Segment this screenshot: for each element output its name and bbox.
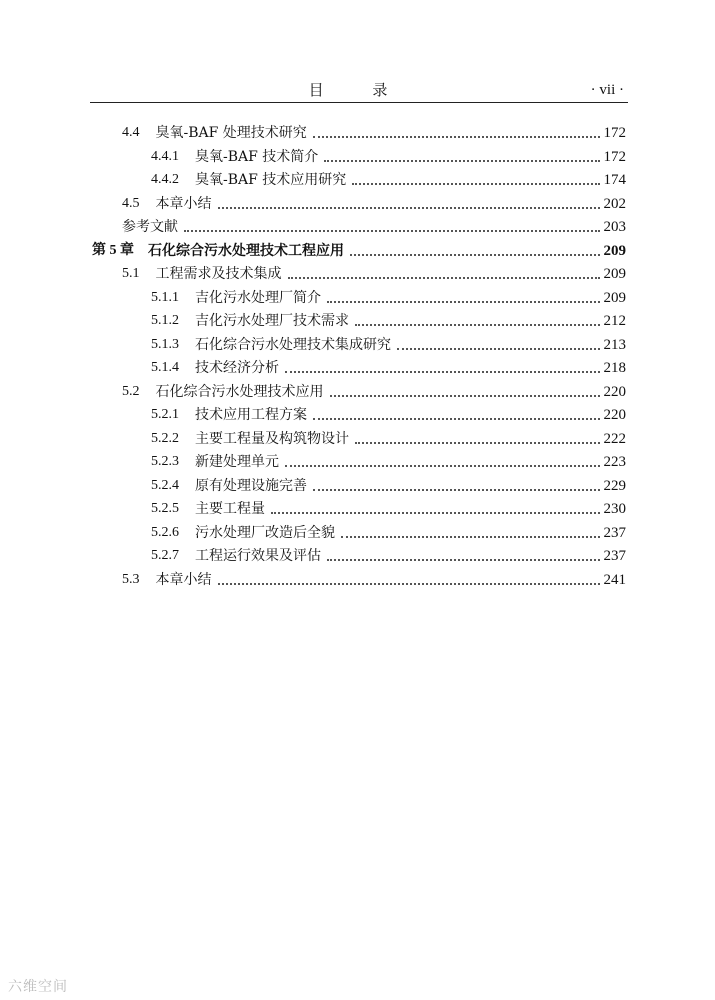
toc-entry-title: 技术经济分析 [195,360,279,376]
toc-entry-page: 229 [603,477,626,494]
toc-entry[interactable] [151,473,626,495]
toc-entry-title: 本章小结 [155,195,212,212]
toc-entry-page: 213 [603,336,626,353]
leader-dots [285,465,600,467]
toc-entry[interactable] [122,261,626,283]
leader-dots [350,254,600,256]
toc-entry[interactable] [122,214,626,236]
running-header [90,80,628,103]
toc-entry-title: 参考文献 [122,219,178,235]
toc-entry-number: 第 5 章 [92,242,134,258]
header-page-number: · vii · [590,82,624,98]
leader-dots [355,442,600,444]
watermark: 六维空间 [8,979,68,995]
toc-entry-number: 5.2.4 [151,477,179,493]
leader-dots [285,371,600,373]
toc-entry-page: 223 [603,454,626,470]
toc-entry-page: 230 [603,501,626,517]
toc-chapter-entry[interactable] [92,238,626,260]
toc-entry[interactable] [151,355,626,377]
toc-entry[interactable] [151,402,626,424]
toc-entry-title: 污水处理厂改造后全貌 [195,524,335,541]
toc-entry[interactable] [122,120,626,142]
toc-entry-page: 172 [603,148,626,165]
toc-entry-page: 203 [603,219,626,235]
toc-entry[interactable] [151,144,626,166]
toc-entry-page: 220 [603,383,626,400]
toc-entry[interactable] [151,520,626,542]
toc-entry[interactable] [122,191,626,213]
toc-entry-title: 吉化污水处理厂简介 [195,289,321,306]
toc-entry-number: 5.1.1 [151,289,179,305]
leader-dots [327,301,600,303]
toc-entry-number: 4.4 [122,125,140,140]
leader-dots [313,489,600,491]
toc-entry-title: 新建处理单元 [195,454,279,470]
toc-entry-number: 5.2.7 [151,548,179,563]
toc-entry[interactable] [151,332,626,354]
toc-entry[interactable] [122,379,626,401]
toc-entry-title: 原有处理设施完善 [195,477,307,494]
leader-dots [218,583,600,585]
leader-dots [324,160,599,162]
toc-entry-number: 4.5 [122,195,140,211]
leader-dots [313,136,600,138]
leader-dots [355,324,600,326]
toc-entry-title: 技术应用工程方案 [195,407,307,423]
toc-entry[interactable] [151,543,626,565]
toc-entry-number: 4.4.2 [151,172,179,187]
toc-entry-number: 5.1.4 [151,360,179,375]
toc-entry-number: 5.3 [122,571,140,587]
toc-entry-number: 5.1.2 [151,313,179,328]
header-title: 目 录 [308,81,410,99]
toc-entry-title: 臭氧-BAF 处理技术研究 [155,125,307,141]
toc-entry-title: 主要工程量 [195,501,265,517]
toc-entry[interactable] [151,285,626,307]
toc-entry-page: 218 [603,360,626,376]
toc-entry-page: 172 [603,125,626,141]
leader-dots [341,536,600,538]
toc-entry-title: 工程需求及技术集成 [155,266,282,282]
toc-entry-page: 209 [603,266,626,282]
leader-dots [218,207,600,209]
toc-entry-number: 5.2 [122,383,140,399]
toc-entry-title: 工程运行效果及评估 [195,548,321,564]
toc-entry-title: 石化综合污水处理技术工程应用 [148,242,344,259]
toc-entry-title: 吉化污水处理厂技术需求 [195,313,349,329]
toc-entry-title: 本章小结 [155,571,212,588]
toc-entry-page: 222 [603,430,626,447]
toc-entry-page: 209 [603,242,626,259]
toc-entry-number: 5.2.3 [151,454,179,469]
toc-entry[interactable] [122,567,626,589]
toc-entry[interactable] [151,167,626,189]
toc-entry[interactable] [151,496,626,518]
toc-entry-page: 212 [603,313,626,329]
toc-entry-number: 5.2.1 [151,407,179,422]
toc-entry[interactable] [151,426,626,448]
toc-entry[interactable] [151,308,626,330]
toc-entry-page: 241 [603,571,626,588]
toc-entry-number: 5.2.2 [151,430,179,446]
toc-entry-page: 220 [603,407,626,423]
toc-entry-title: 臭氧-BAF 技术简介 [195,148,319,165]
toc-entry-number: 5.1 [122,266,140,281]
toc-entry-page: 174 [603,172,626,188]
leader-dots [352,183,599,185]
leader-dots [271,512,600,514]
leader-dots [327,559,600,561]
leader-dots [184,230,600,232]
leader-dots [397,348,600,350]
toc-entry-title: 石化综合污水处理技术应用 [155,383,324,400]
toc-entry-title: 臭氧-BAF 技术应用研究 [195,172,347,188]
toc-entry-number: 5.2.5 [151,501,179,516]
toc-entry[interactable] [151,449,626,471]
toc-entry-number: 5.1.3 [151,336,179,352]
leader-dots [330,395,600,397]
leader-dots [313,418,600,420]
toc-entry-number: 4.4.1 [151,148,179,164]
toc-entry-page: 209 [603,289,626,306]
toc-entry-page: 237 [603,548,626,564]
toc-entry-title: 石化综合污水处理技术集成研究 [195,336,391,353]
toc-entry-page: 237 [603,524,626,541]
leader-dots [288,277,600,279]
toc-entry-page: 202 [603,195,626,212]
toc-entry-title: 主要工程量及构筑物设计 [195,430,349,447]
toc-entry-number: 5.2.6 [151,524,179,540]
